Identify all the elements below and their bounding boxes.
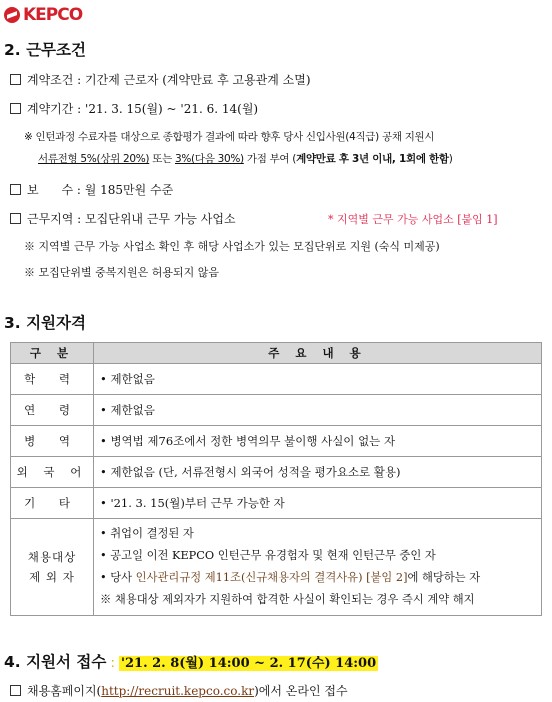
section-4-header [4, 650, 378, 672]
table-row [11, 457, 542, 488]
row-key: 기 타 [11, 488, 94, 519]
exclusion-key-line-2: 제 외 자 [29, 570, 75, 584]
kepco-logo-text: KEPCO [23, 5, 83, 25]
location-text: 근무지역 : 모집단위내 근무 가능 사업소 [27, 212, 236, 226]
exclusion-3 [100, 567, 535, 589]
section-4-separator: : [106, 656, 119, 671]
online-application-line [10, 682, 348, 699]
note-2: ※ 지역별 근무 가능 사업소 확인 후 해당 사업소가 있는 모집단위로 지원 (숙식 미제공) [24, 240, 440, 253]
contract-type-text: 계약조건 : 기간제 근로자 (계약만료 후 고용관계 소멸) [27, 73, 311, 87]
table-header-row [11, 343, 542, 364]
row-key: 외 국 어 [11, 457, 94, 488]
section-4-title: 4. 지원서 접수 [4, 653, 107, 671]
table-row [11, 364, 542, 395]
contract-period-line [10, 100, 258, 117]
exclusion-1: • 취업이 결정된 자 [100, 527, 194, 540]
exclusion-note: ※ 채용대상 제외자가 지원하여 합격한 사실이 확인되는 경우 즉시 계약 해지 [100, 593, 475, 606]
note-1-bonus-text: 가점 부여 ( [243, 153, 297, 165]
row-value: • '21. 3. 15(월)부터 근무 가능한 자 [94, 488, 542, 519]
note-3: ※ 모집단위별 중복지원은 허용되지 않음 [24, 266, 220, 279]
note-1-line-1: ※ 인턴과정 수료자를 대상으로 종합평가 결과에 따라 향후 당사 신입사원(4직급) 공채 지원시 [24, 131, 435, 143]
checkbox-icon [10, 74, 21, 85]
note-1-line-2 [38, 151, 453, 166]
row-value: • 제한없음 (단, 서류전형시 외국어 성적을 평가요소로 활용) [94, 457, 542, 488]
salary-line [10, 181, 173, 198]
table-row [11, 395, 542, 426]
doc-screening-bonus-3: 3%(다음 30%) [175, 153, 244, 165]
row-key: 병 역 [11, 426, 94, 457]
exclusion-3-prefix: • 당사 [100, 571, 136, 584]
hr-regulation-ref: 인사관리규정 제11조(신규채용자의 결격사유) [붙임 2] [135, 571, 408, 584]
header-details: 주 요 내 용 [94, 343, 542, 364]
table-row [11, 426, 542, 457]
section-3-title: 3. 지원자격 [4, 314, 86, 332]
row-key: 학 력 [11, 364, 94, 395]
row-value: • 병역법 제76조에서 정한 병역의무 불이행 사실이 없는 자 [94, 426, 542, 457]
online-application-suffix: )에서 온라인 접수 [254, 684, 348, 698]
kepco-logo [4, 4, 82, 26]
exclusion-2: • 공고일 이전 KEPCO 인턴근무 유경험자 및 현재 인턴근무 중인 자 [100, 549, 436, 562]
eligibility-table [10, 342, 542, 616]
note-1-limit: 계약만료 후 3년 이내, 1회에 한함 [296, 153, 449, 165]
exclusion-3-suffix: 에 해당하는 자 [407, 571, 481, 584]
row-key-exclusions [11, 519, 94, 616]
row-key: 연 령 [11, 395, 94, 426]
checkbox-icon [10, 184, 21, 195]
table-row [11, 488, 542, 519]
online-application-prefix: 채용홈페이지( [27, 684, 102, 698]
checkbox-icon [10, 103, 21, 114]
header-category: 구 분 [11, 343, 94, 364]
checkbox-icon [10, 213, 21, 224]
row-value: • 제한없음 [94, 364, 542, 395]
salary-text: 보 수 : 월 185만원 수준 [27, 183, 174, 197]
recruit-site-link[interactable]: http://recruit.kepco.co.kr [101, 684, 255, 698]
table-row-exclusions [11, 519, 542, 616]
row-value-exclusions [94, 519, 542, 616]
note-1-connector: 또는 [149, 153, 175, 165]
exclusion-key-line-1: 채용대상 [27, 550, 77, 564]
contract-period-text: 계약기간 : '21. 3. 15(월) ~ '21. 6. 14(월) [27, 102, 259, 116]
location-attachment-ref: * 지역별 근무 가능 사업소 [붙임 1] [328, 213, 498, 226]
location-line [10, 210, 236, 227]
doc-screening-bonus-5: 서류전형 5%(상위 20%) [38, 153, 150, 165]
contract-type-line [10, 71, 311, 88]
application-period: '21. 2. 8(월) 14:00 ~ 2. 17(수) 14:00 [121, 656, 377, 671]
row-value: • 제한없음 [94, 395, 542, 426]
checkbox-icon [10, 685, 21, 696]
note-1-close: ) [448, 153, 453, 165]
section-2-title: 2. 근무조건 [4, 41, 86, 59]
kepco-logo-mark-icon [4, 7, 20, 23]
